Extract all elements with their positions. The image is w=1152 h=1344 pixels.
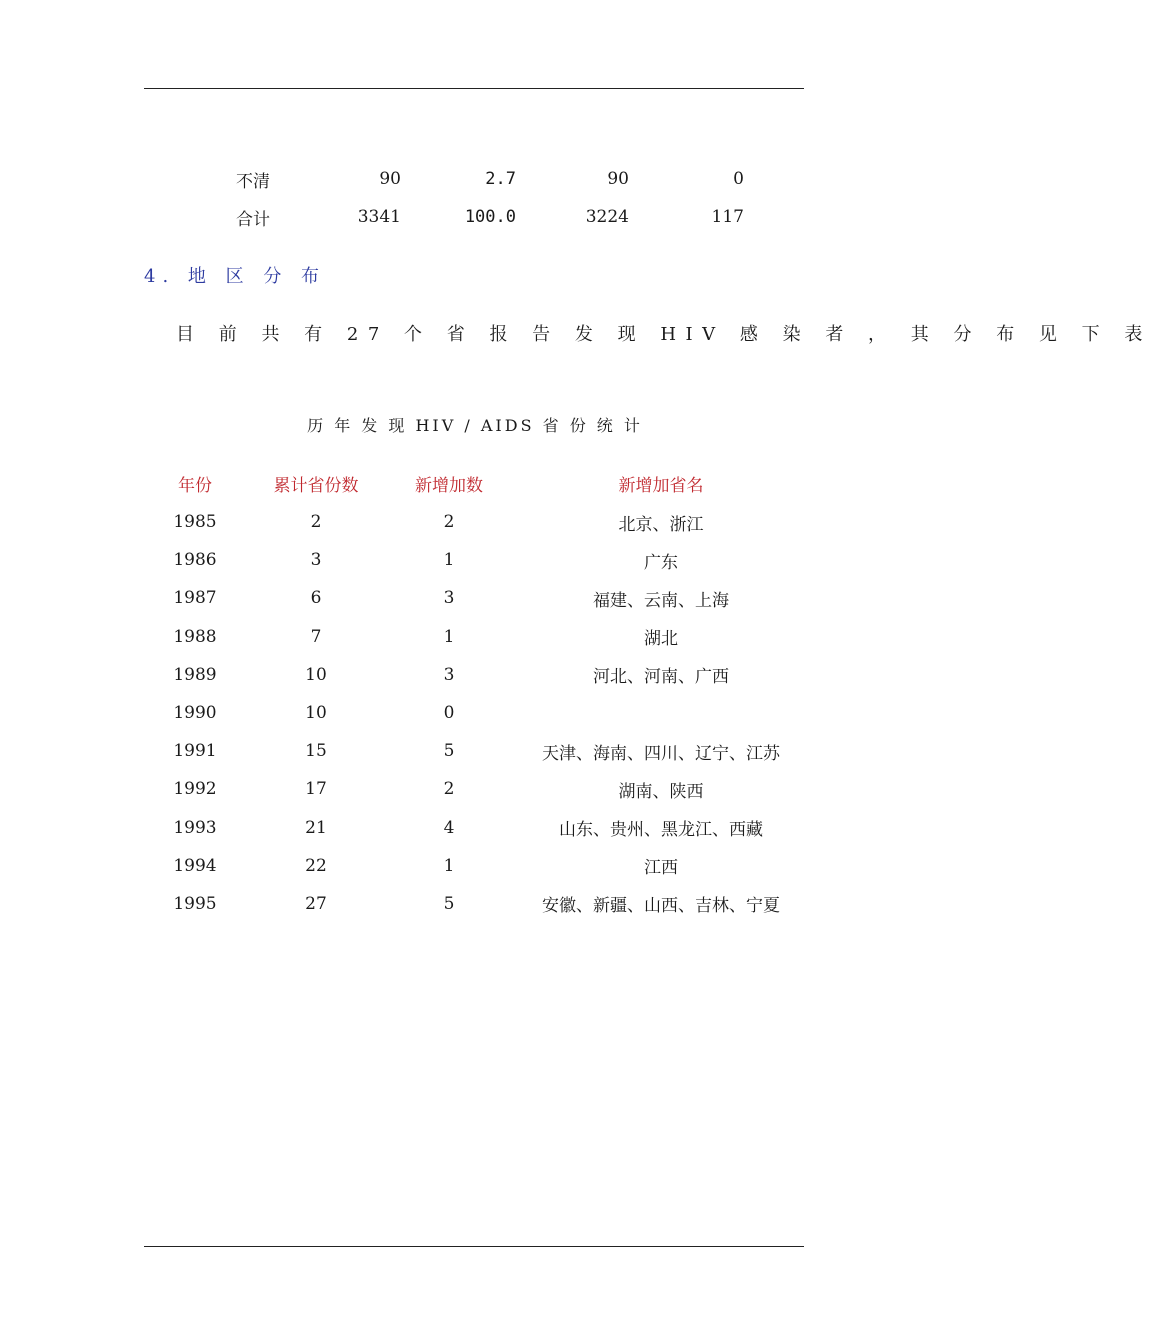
- cumulative-cell: 10: [305, 703, 327, 724]
- table-row: [155, 732, 821, 770]
- new-names-cell: 江西: [644, 858, 678, 879]
- table-cell: 90: [607, 169, 629, 189]
- new-names-cell: [501, 694, 821, 732]
- year-cell: 1986: [173, 550, 217, 571]
- table-cell: 2.7: [485, 169, 516, 189]
- table-cell: 不清: [236, 171, 270, 192]
- cumulative-cell: 15: [305, 741, 327, 762]
- new-names-cell: 安徽、新疆、山西、吉林、宁夏: [542, 896, 780, 917]
- table-cell: 117: [711, 207, 744, 227]
- year-cell: 1989: [173, 664, 217, 685]
- table-caption: 历 年 发 现 HIV / AIDS 省 份 统 计: [307, 416, 643, 435]
- table-row: [236, 198, 744, 236]
- table-header-row: [155, 463, 821, 503]
- table-row: [155, 618, 821, 656]
- new-count-cell: 0: [443, 703, 455, 724]
- table-cell: 3224: [585, 207, 629, 227]
- year-cell: 1994: [173, 855, 217, 876]
- section-heading: 4. 地 区 分 布: [144, 266, 327, 287]
- new-names-cell: 广东: [644, 552, 678, 573]
- new-names-cell: 福建、云南、上海: [593, 590, 729, 611]
- table-row: [155, 541, 821, 579]
- year-cell: 1995: [173, 893, 217, 914]
- table-row: [155, 579, 821, 617]
- new-count-cell: 4: [443, 817, 455, 838]
- table-row: [155, 847, 821, 885]
- table-row: [155, 809, 821, 847]
- cumulative-cell: 17: [305, 779, 327, 800]
- table-row: [155, 694, 821, 732]
- table-cell: 合计: [236, 209, 270, 230]
- cumulative-cell: 2: [310, 512, 322, 533]
- column-header-new-count: 新增加数: [415, 475, 483, 496]
- new-count-cell: 1: [443, 550, 455, 571]
- column-header-year: 年份: [178, 475, 212, 496]
- cumulative-cell: 6: [310, 588, 322, 609]
- new-count-cell: 1: [443, 626, 455, 647]
- new-count-cell: 5: [443, 893, 455, 914]
- table-cell: 3341: [357, 207, 401, 227]
- new-count-cell: 1: [443, 855, 455, 876]
- new-names-cell: 湖南、陕西: [618, 781, 704, 802]
- new-names-cell: 湖北: [644, 629, 678, 650]
- cumulative-cell: 7: [310, 626, 322, 647]
- intro-paragraph: 目 前 共 有 27 个 省 报 告 发 现 HIV 感 染 者 ， 其 分 布 见 下 表: [176, 324, 1152, 345]
- table-cell: 0: [733, 169, 744, 189]
- column-header-new-names: 新增加省名: [618, 475, 704, 496]
- new-count-cell: 5: [443, 741, 455, 762]
- year-cell: 1988: [173, 626, 217, 647]
- new-names-cell: 山东、贵州、黑龙江、西藏: [559, 820, 763, 841]
- cumulative-cell: 21: [305, 817, 327, 838]
- table-row: [155, 770, 821, 808]
- table-row: [236, 160, 744, 198]
- new-count-cell: 2: [443, 779, 455, 800]
- year-cell: 1985: [173, 512, 217, 533]
- header-rule: [144, 88, 804, 89]
- cumulative-cell: 3: [310, 550, 322, 571]
- table-row: [155, 503, 821, 541]
- province-table: [155, 463, 821, 923]
- column-header-cumulative: 累计省份数: [273, 475, 359, 496]
- year-cell: 1992: [173, 779, 217, 800]
- table-row: [155, 885, 821, 923]
- new-names-cell: 天津、海南、四川、辽宁、江苏: [542, 743, 780, 764]
- new-count-cell: 3: [443, 588, 455, 609]
- new-count-cell: 2: [443, 512, 455, 533]
- footer-rule: [144, 1246, 804, 1247]
- continued-table: [236, 160, 744, 236]
- cumulative-cell: 27: [305, 893, 327, 914]
- new-names-cell: 河北、河南、广西: [593, 667, 729, 688]
- cumulative-cell: 10: [305, 664, 327, 685]
- year-cell: 1990: [173, 703, 217, 724]
- year-cell: 1991: [173, 741, 217, 762]
- new-names-cell: 北京、浙江: [618, 514, 704, 535]
- table-cell: 90: [379, 169, 401, 189]
- table-cell: 100.0: [464, 207, 516, 227]
- cumulative-cell: 22: [305, 855, 327, 876]
- new-count-cell: 3: [443, 664, 455, 685]
- table-row: [155, 656, 821, 694]
- year-cell: 1993: [173, 817, 217, 838]
- year-cell: 1987: [173, 588, 217, 609]
